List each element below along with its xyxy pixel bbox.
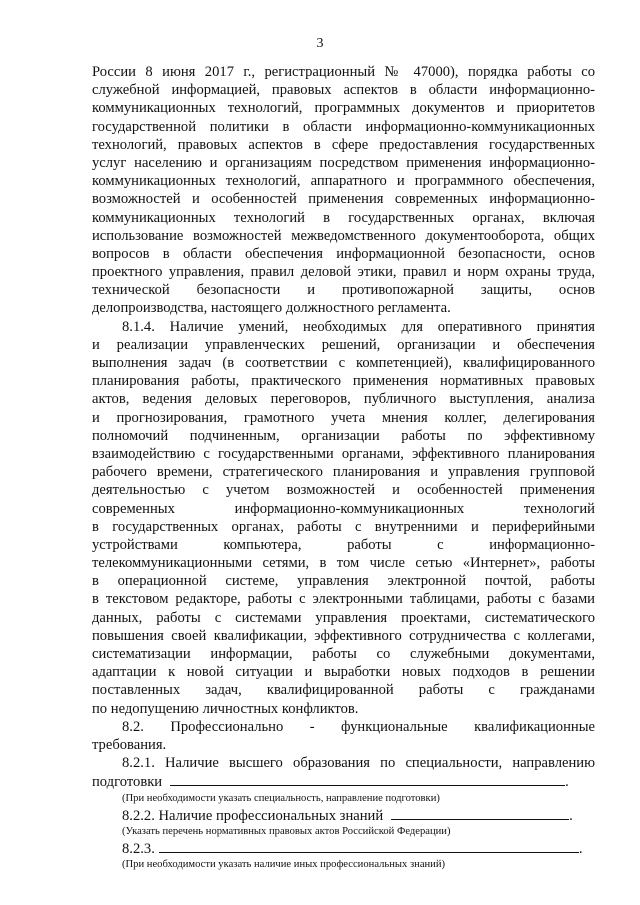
text-line: коммуникационных технологий, программных документов и приоритетов bbox=[92, 100, 595, 117]
text-line: проектного управления, правил деловой этики, правил и норм охраны труда, bbox=[92, 264, 595, 281]
text-line: технологий, правовых аспектов в сфере предоставления государственных bbox=[92, 136, 595, 153]
text-line: рабочего времени, стратегического планирования и управления групповой bbox=[92, 464, 595, 481]
text-line: адаптации к новой ситуации и выработки новых подходов в решении bbox=[92, 664, 595, 681]
field-8-2-3-end: . bbox=[578, 840, 583, 857]
text-line: вопросов в области обеспечения информационной безопасности, основ bbox=[92, 245, 595, 262]
text-line: взаимодействию с государственными органами, эффективного планирования bbox=[92, 445, 595, 462]
text-line: актов, ведения деловых переговоров, публичного выступления, анализа bbox=[92, 391, 595, 408]
text-line: телекоммуникационными сетями, в том числе сетью «Интернет», работы bbox=[92, 555, 595, 572]
text-line: поставленных задач, квалифицированной работы с гражданами bbox=[92, 682, 595, 699]
field-8-2-1-end: . bbox=[565, 774, 569, 791]
field-8-2-2-label: 8.2.2. Наличие профессиональных знаний bbox=[122, 807, 384, 824]
section-heading-8-2-1: 8.2.1. Наличие высшего образования по специальности, направлению bbox=[122, 755, 595, 772]
text-line: деятельностью с учетом возможностей и особенностей применения bbox=[92, 482, 595, 499]
text-line: данных, работы с системами управления проектами, систематического bbox=[92, 609, 595, 626]
text-line: полномочий подчиненным, организации работы по эффективному bbox=[92, 427, 595, 444]
text-line: устройствами компьютера, работы с информационно- bbox=[92, 536, 595, 553]
text-line: повышения своей квалификации, эффективного сотрудничества с коллегами, bbox=[92, 627, 595, 644]
text-line: возможностей и особенностей применения современных информационно- bbox=[92, 191, 595, 208]
text-line: и прогнозирования, грамотного учета мнения коллег, делегирования bbox=[92, 409, 595, 426]
field-8-2-2-note: (Указать перечень нормативных правовых актов Российской Федерации) bbox=[122, 825, 451, 837]
field-8-2-2-blank bbox=[391, 806, 569, 820]
field-8-2-3 bbox=[92, 839, 595, 857]
document-body bbox=[92, 63, 595, 872]
page-number: 3 bbox=[316, 36, 324, 51]
field-8-2-3-label: 8.2.3. bbox=[122, 840, 155, 857]
field-8-2-1-blank bbox=[170, 772, 565, 786]
field-8-2-3-blank bbox=[159, 839, 579, 853]
text-line: России 8 июня 2017 г., регистрационный № 47000), порядка работы со bbox=[92, 64, 595, 80]
field-8-2-1-label: подготовки bbox=[92, 774, 163, 791]
text-line: и реализации управленческих решений, организации и обеспечения bbox=[92, 336, 595, 353]
text-line: по недопущению личностных конфликтов. bbox=[92, 700, 359, 717]
text-line: в государственных органах, работы с внутренними и периферийными bbox=[92, 518, 595, 535]
field-8-2-1-note: (При необходимости указать специальность, направление подготовки) bbox=[122, 792, 440, 804]
text-line: требования. bbox=[92, 736, 167, 753]
text-line: делопроизводства, настоящего должностного регламента. bbox=[92, 300, 451, 317]
section-heading-8-1-4: 8.1.4. Наличие умений, необходимых для оперативного принятия bbox=[122, 318, 595, 335]
section-heading-8-2: 8.2. Профессионально - функциональные квалификационные bbox=[122, 718, 595, 735]
text-line: услуг населению и организациям посредством применения информационно- bbox=[92, 154, 595, 171]
text-line: планирования работы, практического применения нормативных правовых bbox=[92, 373, 595, 390]
text-line: коммуникационных технологий в государственных органах, включая bbox=[92, 209, 595, 226]
text-line: выполнения задач (в соответствии с компетенцией), квалифицированного bbox=[92, 355, 595, 371]
text-line: коммуникационных технологий, аппаратного и программного обеспечения, bbox=[92, 173, 595, 190]
text-line: в текстовом редакторе, работы с электронными таблицами, работы с базами bbox=[92, 591, 595, 608]
text-line: в операционной системе, управления электронной почтой, работы bbox=[92, 573, 595, 590]
field-8-2-3-note: (При необходимости указать наличие иных профессиональных знаний) bbox=[122, 858, 446, 870]
field-8-2-2-end: . bbox=[569, 807, 573, 824]
text-line: служебной информацией, правовых аспектов в области информационно- bbox=[92, 82, 595, 99]
text-line: систематизации информации, работы со служебными документами, bbox=[92, 646, 595, 662]
text-line: технической безопасности и противопожарной защиты, основ bbox=[92, 282, 595, 299]
text-line: государственной политики в области информационно-коммуникационных bbox=[92, 118, 595, 135]
field-8-2-2 bbox=[92, 806, 595, 824]
text-line: использование возможностей межведомственного документооборота, общих bbox=[92, 227, 595, 244]
field-8-2-1 bbox=[92, 772, 595, 790]
text-line: современных информационно-коммуникационных технологий bbox=[92, 500, 595, 517]
